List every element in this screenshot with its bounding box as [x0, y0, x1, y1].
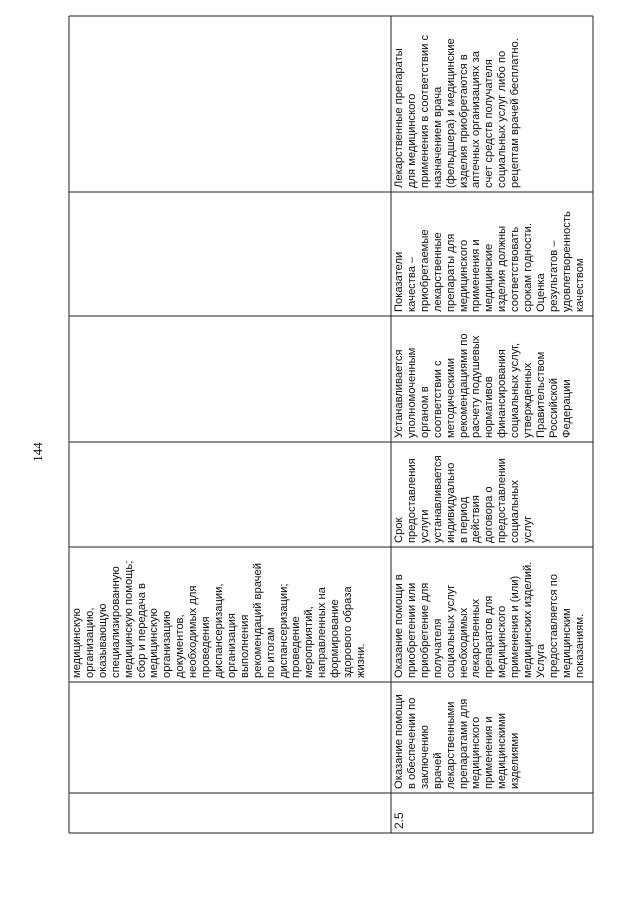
cell-service-name [391, 682, 593, 793]
quality-indicators: Показатели качества – приобретаемые лекарственные препараты для медицинского применения и медицинские изделия должны соответствовать срокам годности. Оценка результатов – удовлетворенность качеством [393, 211, 586, 312]
cell-standard [69, 316, 391, 442]
service-name [69, 682, 391, 793]
service-term: Срок предоставления услуги устанавливается индивидуально в период действия договора о предоставлении социальных услуг [393, 455, 535, 543]
service-conditions [69, 16, 391, 192]
cell-conditions [391, 16, 593, 192]
cell-service-name [69, 682, 391, 793]
service-term [69, 442, 391, 547]
cell-quality [69, 192, 391, 316]
cell-term [391, 442, 593, 547]
cell-number [391, 793, 593, 833]
cell-standard [391, 316, 593, 442]
service-description: Оказание помощи в приобретении или приобретение для получателя социальных услуг необходимых лекарственных препаратов для медицинского применения и (или) медицинских изделий. Услуга предоставляется по медицинским показаниям. [393, 561, 586, 678]
cell-term [69, 442, 391, 547]
cell-description [69, 547, 391, 682]
page-number: 144 [30, 442, 45, 462]
row-number [69, 793, 391, 833]
cell-conditions [69, 16, 391, 192]
service-standard: Устанавливается уполномоченным органом в соответствии с методическими рекомендациями по расчету подушевых нормативов финансирования социальных услуг, утвержденных Правительством Российской Федерации [393, 333, 573, 438]
service-conditions: Лекарственные препараты для медицинского применения в соответствии с назначением врача (фельдшера) и медицинские изделия приобретаются в аптечных организациях за счет средств получателя социальных услуг либо по рецептам врачей бесплатно. [393, 34, 522, 188]
service-name: Оказание помощи в обеспечении по заключению врачей лекарственными препаратами для медицинского применения и медицинскими изделиями [393, 694, 522, 789]
cell-description [391, 547, 593, 682]
row-number: 2.5 [392, 812, 406, 829]
service-standard [69, 316, 391, 442]
cell-number [69, 793, 391, 833]
service-description: медицинскую организацию, оказывающую специализированную медицинскую помощь; сбор и передача в медицинскую организацию документов, необходимых для проведения диспансеризации, организация выполнения рекомендаций врачей по итогам диспансеризации; проведение мероприятий, направленных на формирование здорового образа жизни. [71, 560, 367, 678]
cell-quality [391, 192, 593, 316]
quality-indicators [69, 192, 391, 316]
